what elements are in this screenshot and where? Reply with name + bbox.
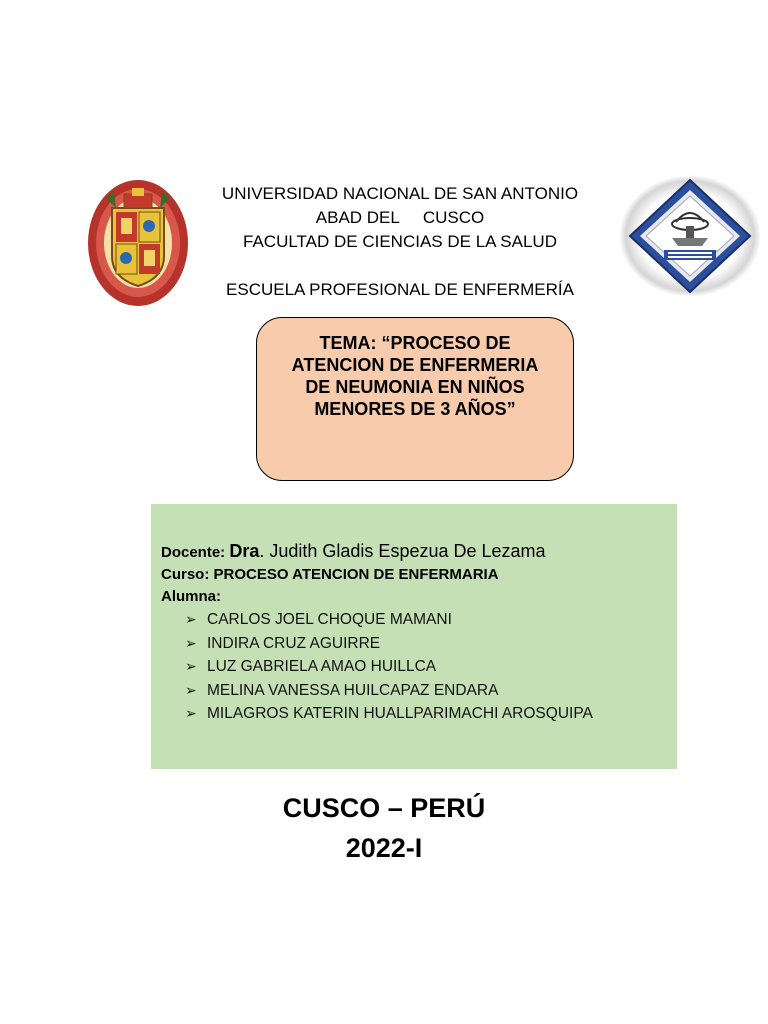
- arrow-bullet-icon: ➢: [185, 681, 197, 698]
- faculty-name: FACULTAD DE CIENCIAS DE LA SALUD: [243, 232, 557, 251]
- school-name: ESCUELA PROFESIONAL DE ENFERMERÍA: [226, 280, 574, 299]
- topic-label: TEMA:: [319, 333, 377, 353]
- place-text: CUSCO – PERÚ: [282, 793, 486, 823]
- arrow-bullet-icon: ➢: [185, 658, 197, 674]
- university-name-line2: ABAD DEL CUSCO: [315, 208, 485, 227]
- arrow-bullet-icon: ➢: [185, 634, 197, 651]
- list-item: ➢ INDIRA CRUZ AGUIRRE: [185, 632, 667, 656]
- arrow-bullet-icon: ➢: [185, 611, 197, 627]
- list-item: ➢ MELINA VANESSA HUILCAPAZ ENDARA: [185, 679, 667, 703]
- curso-value: PROCESO ATENCION DE ENFERMARIA: [213, 566, 499, 583]
- arrow-bullet-icon: ➢: [185, 705, 197, 721]
- alumna-line: [161, 586, 667, 608]
- topic-title: “PROCESO DE ATENCION DE ENFERMERIA DE NEUMONIA EN NIÑOS MENORES DE 3 AÑOS”: [291, 333, 539, 419]
- document-header: [200, 182, 600, 302]
- list-item: ➢ CARLOS JOEL CHOQUE MAMANI: [185, 608, 667, 632]
- curso-label: Curso:: [161, 566, 210, 583]
- list-item: ➢ LUZ GABRIELA AMAO HUILLCA: [185, 655, 667, 679]
- nursing-school-emblem-icon: [618, 174, 762, 298]
- university-name-line1: UNIVERSIDAD NACIONAL DE SAN ANTONIO: [221, 184, 579, 203]
- info-box: [151, 504, 677, 769]
- university-coat-of-arms-icon: [86, 178, 190, 308]
- curso-line: [161, 564, 667, 586]
- alumna-label: Alumna:: [161, 588, 221, 605]
- list-item: ➢ MILAGROS KATERIN HUALLPARIMACHI AROSQUIPA: [185, 702, 667, 726]
- document-footer: [0, 788, 768, 868]
- topic-text: [290, 332, 540, 420]
- docente-label: Docente:: [161, 544, 226, 561]
- topic-box: [256, 317, 574, 481]
- term-text: 2022-I: [345, 833, 423, 863]
- docente-line: [161, 540, 667, 564]
- docente-title: Dra: [229, 541, 260, 561]
- student-list: [161, 608, 667, 726]
- docente-name: . Judith Gladis Espezua De Lezama: [259, 541, 546, 561]
